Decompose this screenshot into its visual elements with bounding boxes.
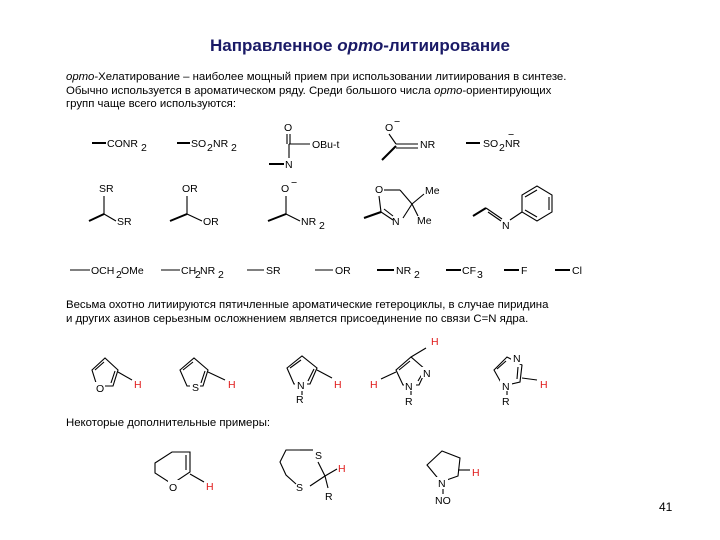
svg-text:N: N bbox=[423, 368, 431, 380]
svg-text:SO: SO bbox=[191, 138, 207, 150]
furan bbox=[92, 358, 142, 395]
intro-line-2a: Обычно используется в ароматическом ряду. Среди большого числа bbox=[66, 84, 434, 97]
svg-text:CONR: CONR bbox=[107, 138, 138, 150]
svg-text:NR: NR bbox=[200, 265, 216, 277]
svg-text:O: O bbox=[169, 482, 178, 494]
svg-text:NR: NR bbox=[505, 138, 521, 150]
svg-text:NR: NR bbox=[396, 265, 412, 277]
group-so2nr-anion bbox=[466, 129, 521, 154]
svg-text:N: N bbox=[392, 216, 400, 228]
group-bis-or bbox=[170, 183, 219, 228]
svg-text:F: F bbox=[521, 265, 528, 277]
svg-text:S: S bbox=[192, 382, 200, 394]
group-och2ome bbox=[70, 265, 144, 281]
svg-text:H: H bbox=[472, 467, 480, 479]
group-alkoxide-nr2 bbox=[268, 177, 325, 232]
group-cl bbox=[555, 265, 582, 277]
svg-text:H: H bbox=[228, 379, 236, 391]
svg-text:2: 2 bbox=[218, 269, 224, 281]
group-imidate-ester bbox=[269, 122, 340, 171]
svg-text:NR: NR bbox=[301, 216, 317, 228]
group-f bbox=[504, 265, 527, 277]
svg-text:OR: OR bbox=[203, 216, 219, 228]
heterocycles-line-1: Весьма охотно литиируются пятичленные ароматические гетероциклы, в случае пиридина bbox=[66, 299, 549, 311]
heterocycles-paragraph bbox=[66, 299, 626, 326]
svg-text:2: 2 bbox=[319, 220, 325, 232]
svg-text:2: 2 bbox=[141, 142, 147, 154]
svg-text:R: R bbox=[405, 396, 413, 408]
group-ch2nr2 bbox=[161, 265, 224, 281]
heterocycles-line-2: и других азинов серьезным осложнением является присоединение по связи C=N ядра. bbox=[66, 312, 529, 325]
group-oxazoline bbox=[364, 184, 440, 228]
svg-text:OR: OR bbox=[182, 183, 198, 195]
intro-line-2-italic: орто bbox=[433, 84, 463, 97]
svg-text:SR: SR bbox=[99, 183, 114, 195]
svg-text:SO: SO bbox=[483, 138, 499, 150]
svg-text:N: N bbox=[513, 353, 521, 365]
svg-text:N: N bbox=[285, 159, 293, 171]
svg-text:CH: CH bbox=[181, 265, 197, 277]
svg-text:OCH: OCH bbox=[91, 265, 115, 277]
dithiane bbox=[280, 450, 346, 503]
pyrrole bbox=[287, 356, 342, 406]
svg-text:H: H bbox=[206, 481, 214, 493]
group-bis-sr bbox=[89, 183, 132, 228]
svg-text:OMe: OMe bbox=[121, 265, 144, 277]
svg-text:S: S bbox=[315, 450, 323, 462]
svg-text:N: N bbox=[438, 478, 446, 490]
svg-text:2: 2 bbox=[207, 142, 213, 154]
svg-text:SR: SR bbox=[266, 265, 281, 277]
svg-text:CF: CF bbox=[462, 265, 476, 277]
group-conr2 bbox=[92, 138, 147, 154]
svg-text:H: H bbox=[431, 336, 439, 348]
svg-text:OR: OR bbox=[335, 265, 351, 277]
svg-text:2: 2 bbox=[231, 142, 237, 154]
svg-text:H: H bbox=[370, 379, 378, 391]
svg-text:O: O bbox=[284, 122, 293, 134]
page-number: 41 bbox=[659, 500, 673, 514]
group-oxime-anion bbox=[382, 116, 436, 160]
svg-text:O: O bbox=[385, 122, 394, 134]
group-so2nr2 bbox=[177, 138, 237, 154]
svg-text:O: O bbox=[96, 383, 105, 395]
svg-text:2: 2 bbox=[499, 142, 505, 154]
svg-text:2: 2 bbox=[195, 269, 201, 281]
svg-text:−: − bbox=[394, 116, 401, 128]
svg-text:H: H bbox=[134, 379, 142, 391]
svg-text:R: R bbox=[296, 394, 304, 406]
intro-line-3: групп чаще всего используются: bbox=[66, 98, 237, 111]
title-rest: -литиирование bbox=[383, 36, 510, 55]
svg-text:−: − bbox=[291, 177, 298, 189]
svg-text:O: O bbox=[281, 183, 290, 195]
svg-text:Me: Me bbox=[417, 215, 432, 227]
svg-text:N: N bbox=[297, 380, 305, 392]
svg-text:OBu-t: OBu-t bbox=[312, 139, 340, 151]
svg-text:NR: NR bbox=[213, 138, 229, 150]
dihydropyran bbox=[155, 452, 214, 494]
examples-heading: Некоторые дополнительные примеры: bbox=[66, 417, 271, 429]
svg-text:R: R bbox=[502, 396, 510, 408]
title-normal: Направленное bbox=[209, 36, 338, 55]
svg-text:H: H bbox=[540, 379, 548, 391]
svg-text:2: 2 bbox=[414, 269, 420, 281]
svg-text:N: N bbox=[502, 220, 510, 232]
thiophene bbox=[180, 358, 236, 394]
svg-text:R: R bbox=[325, 491, 333, 503]
svg-text:2: 2 bbox=[116, 269, 122, 281]
group-sr bbox=[247, 265, 281, 277]
group-nr2 bbox=[377, 265, 420, 281]
imidazole bbox=[494, 353, 548, 408]
pyrrolidine bbox=[427, 451, 480, 507]
svg-text:N: N bbox=[502, 381, 510, 393]
svg-text:Me: Me bbox=[425, 185, 440, 197]
svg-text:Cl: Cl bbox=[572, 265, 582, 277]
svg-text:SR: SR bbox=[117, 216, 132, 228]
svg-text:NO: NO bbox=[435, 495, 451, 507]
svg-text:NR: NR bbox=[420, 139, 436, 151]
group-cf3 bbox=[446, 265, 483, 281]
intro-line-1-text: -Хелатирование – наиболее мощный прием при использовании литиирования в синтезе. bbox=[94, 71, 567, 83]
intro-italic: орто bbox=[66, 71, 95, 83]
svg-text:O: O bbox=[375, 184, 384, 196]
title-italic: орто bbox=[337, 36, 384, 55]
pyrazole bbox=[370, 336, 439, 408]
svg-text:3: 3 bbox=[477, 269, 483, 281]
svg-text:H: H bbox=[334, 379, 342, 391]
group-or bbox=[315, 265, 351, 277]
svg-text:N: N bbox=[405, 381, 413, 393]
group-imine-phenyl bbox=[473, 186, 552, 232]
svg-text:S: S bbox=[296, 482, 304, 494]
svg-text:H: H bbox=[338, 463, 346, 475]
intro-line-2b: -ориентирующих bbox=[462, 84, 552, 97]
svg-text:−: − bbox=[508, 129, 515, 141]
